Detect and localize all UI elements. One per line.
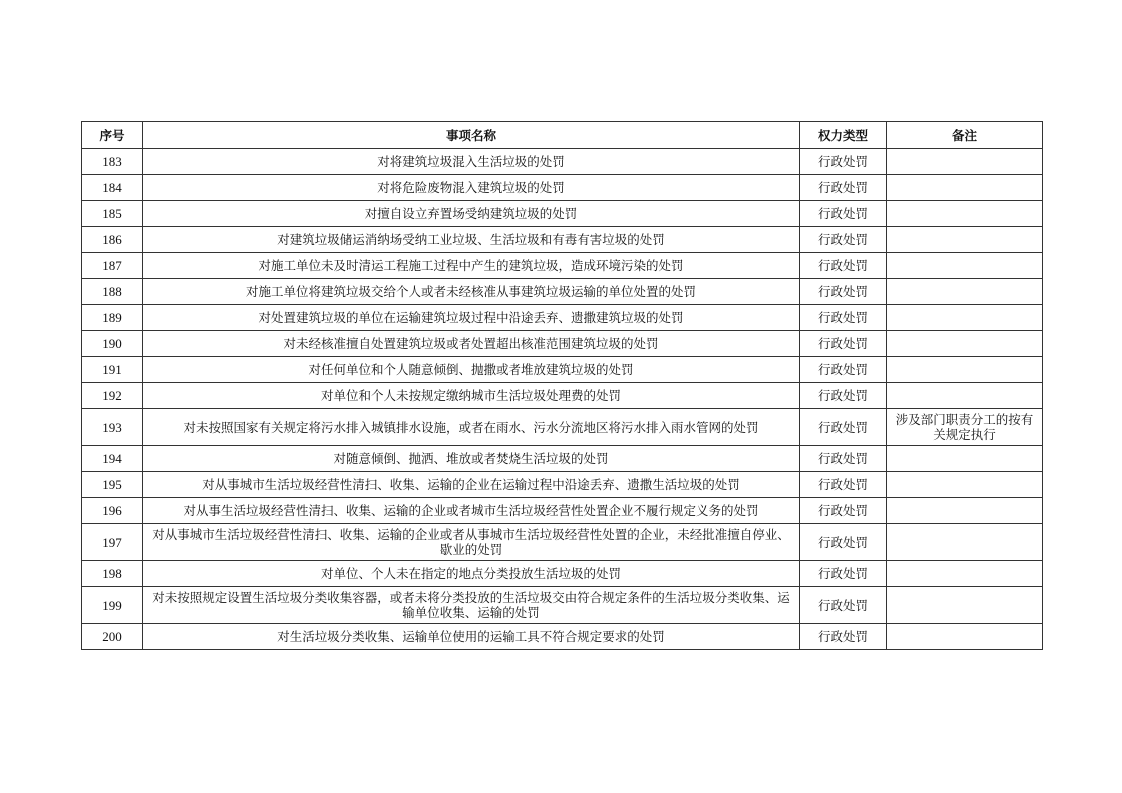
- table-header-row: [82, 122, 1043, 149]
- cell-item-name: 对施工单位将建筑垃圾交给个人或者未经核准从事建筑垃圾运输的单位处置的处罚: [143, 279, 800, 305]
- cell-remarks: [887, 561, 1043, 587]
- cell-serial-number: 200: [82, 624, 143, 650]
- cell-serial-number: 192: [82, 383, 143, 409]
- cell-remarks: [887, 624, 1043, 650]
- cell-power-type: 行政处罚: [800, 253, 887, 279]
- table-row: [82, 227, 1043, 253]
- cell-item-name: 对施工单位未及时清运工程施工过程中产生的建筑垃圾，造成环境污染的处罚: [143, 253, 800, 279]
- cell-power-type: 行政处罚: [800, 524, 887, 561]
- cell-remarks: [887, 498, 1043, 524]
- cell-remarks: 涉及部门职责分工的按有关规定执行: [887, 409, 1043, 446]
- cell-remarks: [887, 201, 1043, 227]
- cell-power-type: 行政处罚: [800, 305, 887, 331]
- table-row: [82, 331, 1043, 357]
- cell-item-name: 对随意倾倒、抛洒、堆放或者焚烧生活垃圾的处罚: [143, 446, 800, 472]
- cell-remarks: [887, 524, 1043, 561]
- cell-item-name: 对单位、个人未在指定的地点分类投放生活垃圾的处罚: [143, 561, 800, 587]
- cell-item-name: 对处置建筑垃圾的单位在运输建筑垃圾过程中沿途丢弃、遗撒建筑垃圾的处罚: [143, 305, 800, 331]
- table-row: [82, 383, 1043, 409]
- cell-serial-number: 196: [82, 498, 143, 524]
- table-row: [82, 561, 1043, 587]
- cell-item-name: 对未按照国家有关规定将污水排入城镇排水设施，或者在雨水、污水分流地区将污水排入雨水管网的处罚: [143, 409, 800, 446]
- table-row: [82, 446, 1043, 472]
- cell-remarks: [887, 279, 1043, 305]
- cell-serial-number: 191: [82, 357, 143, 383]
- table-row: [82, 624, 1043, 650]
- cell-remarks: [887, 149, 1043, 175]
- cell-serial-number: 189: [82, 305, 143, 331]
- table-row: [82, 409, 1043, 446]
- cell-remarks: [887, 357, 1043, 383]
- cell-remarks: [887, 331, 1043, 357]
- table-row: [82, 175, 1043, 201]
- table-body: [82, 149, 1043, 650]
- cell-power-type: 行政处罚: [800, 149, 887, 175]
- table-row: [82, 253, 1043, 279]
- cell-item-name: 对从事城市生活垃圾经营性清扫、收集、运输的企业在运输过程中沿途丢弃、遗撒生活垃圾的处罚: [143, 472, 800, 498]
- cell-power-type: 行政处罚: [800, 498, 887, 524]
- header-item-name: 事项名称: [143, 122, 800, 149]
- cell-item-name: 对从事生活垃圾经营性清扫、收集、运输的企业或者城市生活垃圾经营性处置企业不履行规定义务的处罚: [143, 498, 800, 524]
- power-list-table: [81, 121, 1043, 650]
- cell-remarks: [887, 227, 1043, 253]
- cell-serial-number: 188: [82, 279, 143, 305]
- table-row: [82, 279, 1043, 305]
- cell-item-name: 对将建筑垃圾混入生活垃圾的处罚: [143, 149, 800, 175]
- cell-serial-number: 197: [82, 524, 143, 561]
- cell-item-name: 对建筑垃圾储运消纳场受纳工业垃圾、生活垃圾和有毒有害垃圾的处罚: [143, 227, 800, 253]
- cell-item-name: 对生活垃圾分类收集、运输单位使用的运输工具不符合规定要求的处罚: [143, 624, 800, 650]
- cell-serial-number: 184: [82, 175, 143, 201]
- cell-power-type: 行政处罚: [800, 227, 887, 253]
- cell-item-name: 对从事城市生活垃圾经营性清扫、收集、运输的企业或者从事城市生活垃圾经营性处置的企业，未经批准擅自停业、歇业的处罚: [143, 524, 800, 561]
- cell-serial-number: 187: [82, 253, 143, 279]
- cell-power-type: 行政处罚: [800, 383, 887, 409]
- cell-power-type: 行政处罚: [800, 357, 887, 383]
- cell-serial-number: 186: [82, 227, 143, 253]
- cell-power-type: 行政处罚: [800, 331, 887, 357]
- cell-serial-number: 198: [82, 561, 143, 587]
- cell-item-name: 对单位和个人未按规定缴纳城市生活垃圾处理费的处罚: [143, 383, 800, 409]
- cell-power-type: 行政处罚: [800, 624, 887, 650]
- cell-power-type: 行政处罚: [800, 446, 887, 472]
- cell-remarks: [887, 446, 1043, 472]
- table-row: [82, 149, 1043, 175]
- cell-remarks: [887, 175, 1043, 201]
- cell-power-type: 行政处罚: [800, 472, 887, 498]
- table-row: [82, 587, 1043, 624]
- table-row: [82, 201, 1043, 227]
- cell-serial-number: 193: [82, 409, 143, 446]
- cell-remarks: [887, 383, 1043, 409]
- cell-power-type: 行政处罚: [800, 175, 887, 201]
- cell-power-type: 行政处罚: [800, 201, 887, 227]
- cell-power-type: 行政处罚: [800, 409, 887, 446]
- table-row: [82, 357, 1043, 383]
- cell-item-name: 对未经核准擅自处置建筑垃圾或者处置超出核准范围建筑垃圾的处罚: [143, 331, 800, 357]
- cell-item-name: 对任何单位和个人随意倾倒、抛撒或者堆放建筑垃圾的处罚: [143, 357, 800, 383]
- header-power-type: 权力类型: [800, 122, 887, 149]
- table-row: [82, 472, 1043, 498]
- cell-item-name: 对未按照规定设置生活垃圾分类收集容器，或者未将分类投放的生活垃圾交由符合规定条件的生活垃圾分类收集、运输单位收集、运输的处罚: [143, 587, 800, 624]
- cell-serial-number: 194: [82, 446, 143, 472]
- cell-remarks: [887, 253, 1043, 279]
- cell-item-name: 对将危险废物混入建筑垃圾的处罚: [143, 175, 800, 201]
- cell-power-type: 行政处罚: [800, 561, 887, 587]
- cell-remarks: [887, 305, 1043, 331]
- cell-power-type: 行政处罚: [800, 587, 887, 624]
- cell-serial-number: 183: [82, 149, 143, 175]
- cell-remarks: [887, 587, 1043, 624]
- cell-serial-number: 185: [82, 201, 143, 227]
- cell-serial-number: 190: [82, 331, 143, 357]
- cell-item-name: 对擅自设立弃置场受纳建筑垃圾的处罚: [143, 201, 800, 227]
- cell-power-type: 行政处罚: [800, 279, 887, 305]
- cell-serial-number: 199: [82, 587, 143, 624]
- table-row: [82, 524, 1043, 561]
- cell-remarks: [887, 472, 1043, 498]
- cell-serial-number: 195: [82, 472, 143, 498]
- table-row: [82, 305, 1043, 331]
- header-serial-number: 序号: [82, 122, 143, 149]
- header-remarks: 备注: [887, 122, 1043, 149]
- table-row: [82, 498, 1043, 524]
